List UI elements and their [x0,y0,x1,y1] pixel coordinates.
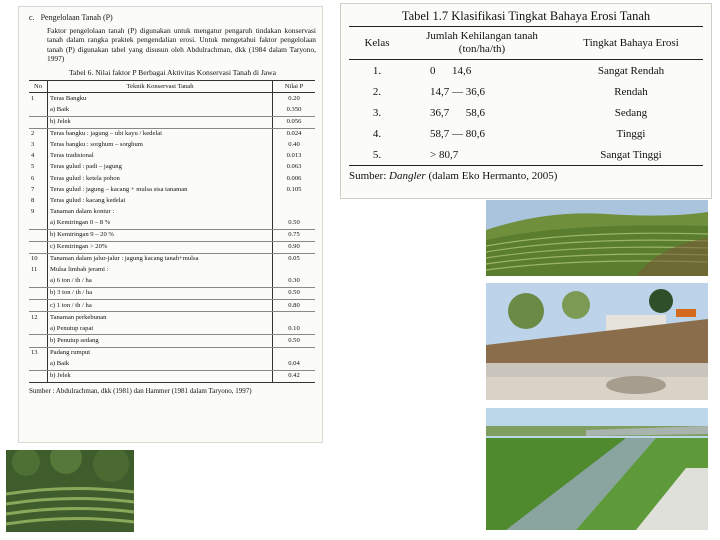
table-row [29,105,315,117]
row-value: 0.75 [273,229,316,241]
table-row [29,173,315,184]
erosion-row-level: Sangat Rendah [597,64,665,77]
row-technique: b) Penutup sedang [48,335,273,347]
row-technique: a) Penutup rapat [48,323,273,335]
row-no: 7 [29,184,48,195]
erosion-row-level: Sangat Tinggi [559,144,703,166]
erosion-row-soil-loss: 14,7 — 36,6 [430,85,485,98]
erosion-class-table [349,26,703,166]
row-value: 0.04 [273,359,316,371]
row-technique: Teras bangku : jagung – ubi kayu / kedelai [50,130,162,138]
row-no: 11 [29,265,48,276]
row-technique: a) 6 ton / th / ha [48,276,273,288]
row-value: 0.105 [273,184,316,195]
row-value: 0.30 [273,276,316,288]
tea-terrace-photo [6,450,134,532]
table-row [29,206,315,217]
table-row [29,241,315,253]
row-no: 4 [29,151,48,162]
header-soil-loss-line2: (ton/ha/th) [458,43,506,56]
row-value: 0.90 [273,241,316,253]
erosion-row [349,144,703,166]
row-no: 5 [29,162,48,173]
row-technique: Teras gulud : kacang kedelai [50,196,126,204]
erosion-row-soil-loss: > 80,7 [405,144,559,166]
table-header-row [29,81,315,93]
row-technique: Tanaman perkebunan [50,313,107,321]
row-technique: c) 1 ton / th / ha [48,300,273,312]
row-no [29,276,48,288]
row-no [29,300,48,312]
row-technique: b) 3 ton / th / ha [48,288,273,300]
erosion-row-soil-loss: 58,7 — 80,6 [430,127,485,140]
table-row [29,151,315,162]
table-row [29,323,315,335]
row-no [29,323,48,335]
row-technique: Teras gulud : jagung – kacang + mulsa sisa tanaman [50,185,188,193]
table-row [29,370,315,382]
right-document-panel [340,3,712,199]
erosion-row-level: Tinggi [616,127,646,140]
table-row [29,195,315,206]
row-no [29,217,48,229]
row-no: 9 [29,206,48,217]
row-no: 6 [29,173,48,184]
header-no: No [29,81,48,93]
terraced-hillside-photo [486,200,708,276]
row-no: 2 [29,128,48,140]
row-value: 0.50 [273,217,316,229]
row-no [29,335,48,347]
row-technique: Teras gulud : ketela pohon [50,174,120,182]
row-value: 0.50 [273,335,316,347]
table-row [29,359,315,371]
row-technique: Teras bangku : sorghum – sorghum [50,141,143,149]
section-title: Pengelolaan Tanah (P) [40,13,113,22]
header-soil-loss [405,27,559,60]
table-row [29,93,315,105]
section-label: c. [29,13,35,22]
table-row [29,276,315,288]
source-suffix: (dalam Eko Hermanto, 2005) [425,170,558,183]
table-row [29,288,315,300]
row-value [273,195,316,206]
table-row [29,300,315,312]
row-no: 13 [29,347,48,359]
row-technique: a) Kemiringan 0 – 8 % [48,217,273,229]
header-erosion-level: Tingkat Bahaya Erosi [559,27,703,60]
erosion-row-level: Sedang [614,106,648,119]
header-soil-loss-line1: Jumlah Kehilangan tanah [426,30,538,42]
row-value [273,347,316,359]
erosion-row [349,81,703,102]
table-row [29,116,315,128]
row-technique: b) Kemiringan 9 – 20 % [48,229,273,241]
table-row [29,265,315,276]
row-technique: Teras gulud : padi – jagung [50,163,122,171]
table-row [29,312,315,324]
table-row [29,347,315,359]
row-value: 0.056 [273,116,316,128]
table-row [29,140,315,151]
row-value: 0.024 [273,128,316,140]
row-value: 0.80 [273,300,316,312]
erosion-row [349,102,703,123]
right-source-note [349,170,703,182]
row-no [29,105,48,117]
row-value [273,265,316,276]
source-prefix: Sumber: [349,170,390,183]
river-channel-grass-revetment-photo [486,408,708,530]
erosion-row-level: Rendah [614,85,648,98]
erosion-header-row [349,27,703,60]
row-technique: a) Baik [48,105,273,117]
left-document-panel [18,6,323,443]
row-no [29,288,48,300]
table-caption: Tabel 6. Nilai faktor P Berbagai Aktivitas Konservasi Tanah di Jawa [68,67,277,77]
header-technique: Teknik Konservasi Tanah [48,81,273,93]
row-value: 0.50 [273,288,316,300]
retaining-wall-construction-photo [486,283,708,400]
erosion-row-soil-loss: 0 14,6 [430,64,472,77]
erosion-row-kelas: 1. [372,64,382,77]
row-value: 0.350 [273,105,316,117]
row-value: 0.40 [273,140,316,151]
row-technique: Mulsa limbah jerami : [50,266,109,274]
p-factor-table [29,80,315,382]
erosion-row-soil-loss: 36,7 58,6 [430,106,485,119]
row-value: 0.05 [273,253,316,265]
left-source-note: Sumber : Abdulrachman, dkk (1981) dan Hammer (1981 dalam Taryono, 1997) [29,386,252,395]
row-value: 0.42 [273,370,316,382]
row-technique: Tanaman dalam kontur : [50,207,115,215]
row-no: 8 [29,195,48,206]
row-technique: Tanaman dalam jalur-jalur : jagung kacang tanah+mulsa [50,255,199,263]
erosion-row [349,60,703,82]
row-no [29,359,48,371]
row-no: 1 [29,93,48,105]
row-technique: Teras Bangku [50,94,87,102]
row-no: 10 [29,253,48,265]
table-row [29,162,315,173]
erosion-row-kelas: 3. [372,106,382,119]
erosion-row-kelas: 2. [372,85,382,98]
row-no: 3 [29,140,48,151]
header-value: Nilai P [273,81,316,93]
table-row [29,128,315,140]
row-value [273,206,316,217]
row-technique: Teras tradisional [50,152,94,160]
row-value: 0.063 [273,162,316,173]
erosion-row-kelas: 5. [349,144,405,166]
erosion-row [349,123,703,144]
header-kelas: Kelas [349,27,405,60]
table-row [29,229,315,241]
row-no [29,370,48,382]
row-value: 0.10 [273,323,316,335]
row-technique: Padang rumput [50,348,91,356]
row-no [29,229,48,241]
row-value: 0.20 [273,93,316,105]
table-row [29,184,315,195]
table-row [29,253,315,265]
row-technique: b) Jelek [48,370,273,382]
row-technique: a) Baik [48,359,273,371]
section-paragraph: Faktor pengelolaan tanah (P) digunakan untuk mengatur pengaruh tindakan konservasi tanah dalam rangka praktek pengendalian erosi. Untuk mengetahui faktor pengelolaan tanah (P) digunakan tabel yang disusun oleh Abdulrachman, dkk (1984 dalam Taryono, 1997) [47,26,316,64]
row-no: 12 [29,312,48,324]
source-author: Dangler [389,170,426,183]
row-value: 0.013 [273,151,316,162]
row-no [29,241,48,253]
table-row [29,335,315,347]
row-technique: b) Jelek [48,116,273,128]
section-heading [29,13,316,23]
table-row [29,217,315,229]
row-no [29,116,48,128]
row-value: 0.006 [273,173,316,184]
erosion-table-title: Tabel 1.7 Klasifikasi Tingkat Bahaya Erosi Tanah [401,9,651,23]
row-technique: c) Kemiringan > 20% [48,241,273,253]
erosion-row-kelas: 4. [372,127,382,140]
row-value [273,312,316,324]
